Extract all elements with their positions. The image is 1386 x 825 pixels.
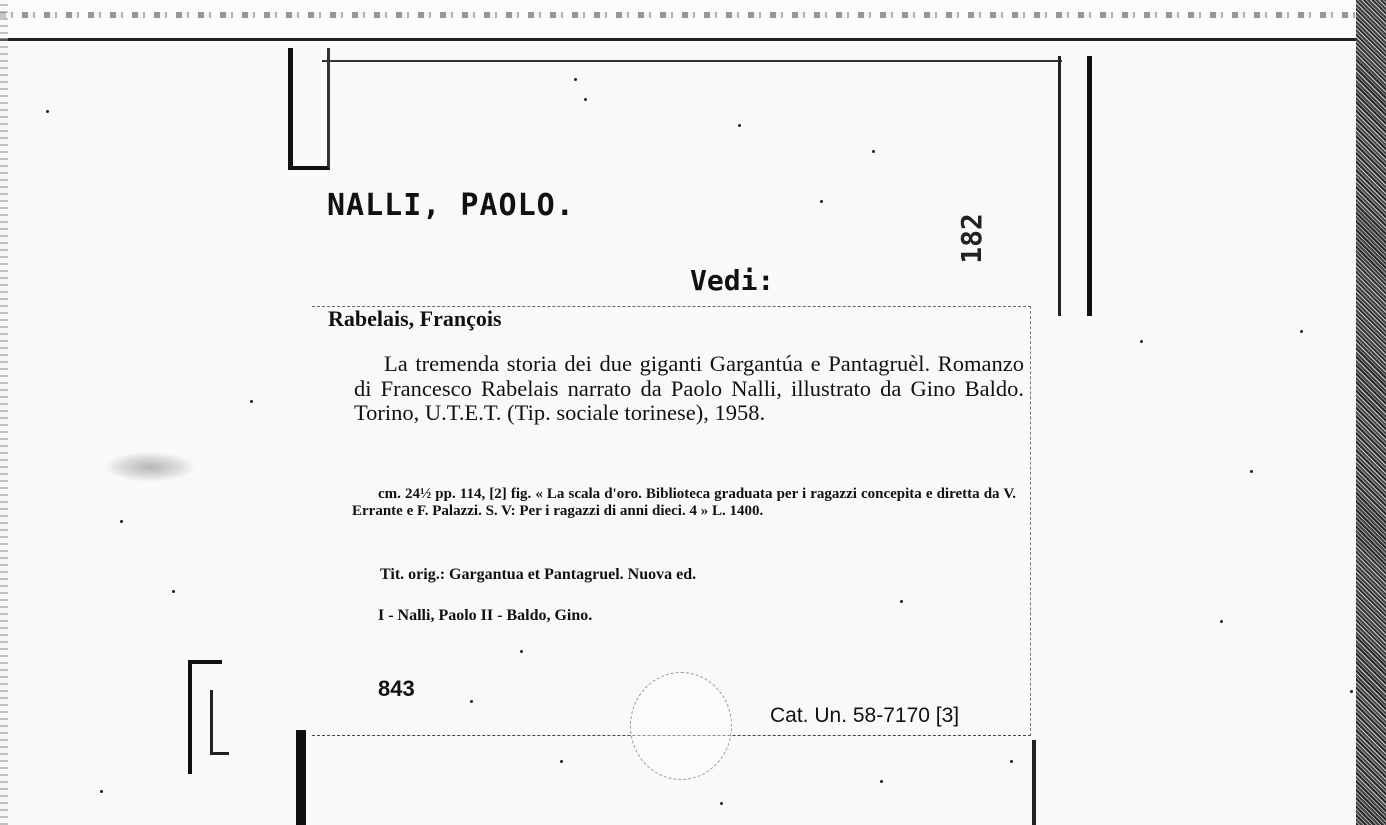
card-heading: NALLI, PAOLO. <box>327 188 575 223</box>
catalog-card-id: Cat. Un. 58-7170 [3] <box>770 704 960 727</box>
scan-left-edge <box>0 0 8 825</box>
collation-text: cm. 24½ pp. 114, [2] fig. « La scala d'oro. Biblioteca graduata per i ragazzi concepita e diretta da V. Errante e F. Palazzi. S. V: Per i ragazzi di anni dieci. 4 » L. 1400. <box>352 486 1016 519</box>
title-statement-text: La tremenda storia dei due giganti Gargantúa e Pantagruèl. Romanzo di Francesco Rabelais narrato da Paolo Nalli, illustrato da Gino Baldo. Torino, U.T.E.T. (Tip. sociale torinese), 1958. <box>354 351 1024 425</box>
scan-right-edge <box>1356 0 1386 825</box>
scan-noise-strip <box>0 12 1360 18</box>
collation-note <box>352 486 1016 520</box>
scan-top-edge <box>0 0 1360 41</box>
card-holder-right-clip <box>1058 56 1092 316</box>
classification-number: 843 <box>378 676 415 701</box>
see-reference-label: Vedi: <box>690 264 775 297</box>
card-number: 182 <box>954 213 988 264</box>
added-entries: I - Nalli, Paolo II - Baldo, Gino. <box>378 607 593 624</box>
card-punch-hole <box>630 672 732 780</box>
main-entry-author: Rabelais, François <box>328 306 502 331</box>
title-statement <box>354 352 1024 426</box>
ink-smudge <box>104 452 196 482</box>
scan-bracket-mark-inner <box>210 690 229 755</box>
original-title-note: Tit. orig.: Gargantua et Pantagruel. Nuova ed. <box>380 566 697 583</box>
